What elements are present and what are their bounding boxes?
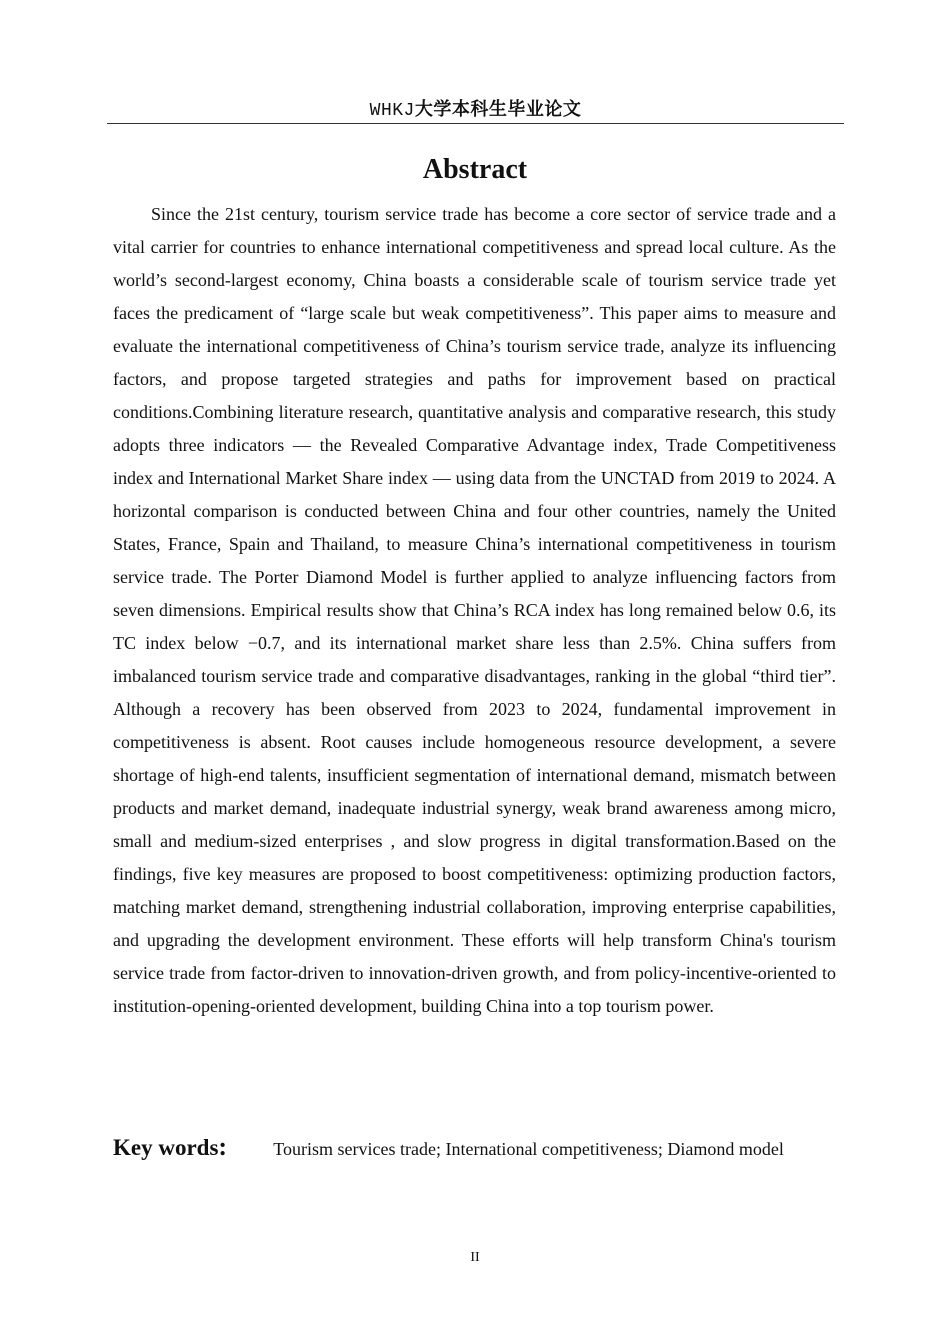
- page-number: II: [470, 1250, 480, 1265]
- abstract-paragraph: Since the 21st century, tourism service trade has become a core sector of service trade and a vital carrier for countries to enhance international competitiveness and spread local culture. As the world’s second-largest economy, China boasts a considerable scale of tourism service trade yet faces the predicament of “large scale but weak competitiveness”. This paper aims to measure and evaluate the international competitiveness of China’s tourism service trade, analyze its influencing factors, and propose targeted strategies and paths for improvement based on practical conditions.Combining literature research, quantitative analysis and comparative research, this study adopts three indicators — the Revealed Comparative Advantage index, Trade Competitiveness index and International Market Share index — using data from the UNCTAD from 2019 to 2024. A horizontal comparison is conducted between China and four other countries, namely the United States, France, Spain and Thailand, to measure China’s international competitiveness in tourism service trade. The Porter Diamond Model is further applied to analyze influencing factors from seven dimensions. Empirical results show that China’s RCA index has long remained below 0.6, its TC index below −0.7, and its international market share less than 2.5%. China suffers from imbalanced tourism service trade and comparative disadvantages, ranking in the global “third tier”. Although a recovery has been observed from 2023 to 2024, fundamental improvement in competitiveness is absent. Root causes include homogeneous resource development, a severe shortage of high-end talents, insufficient segmentation of international demand, mismatch between products and market demand, inadequate industrial synergy, weak brand awareness among micro, small and medium-sized enterprises , and slow progress in digital transformation.Based on the findings, five key measures are proposed to boost competitiveness: optimizing production factors, matching market demand, strengthening industrial collaboration, improving enterprise capabilities, and upgrading the development environment. These efforts will help transform China's tourism service trade from factor-driven to innovation-driven growth, and from policy-incentive-oriented to institution-opening-oriented development, building China into a top tourism power.: [113, 204, 836, 1016]
- running-header: [107, 96, 844, 124]
- keywords-text: Tourism services trade; International competitiveness; Diamond model: [273, 1139, 784, 1159]
- header-cjk: 大学本科生毕业论文: [414, 99, 582, 120]
- keywords-colon: :: [218, 1132, 228, 1161]
- header-latin: WHKJ: [369, 101, 415, 121]
- keywords-label: Key words: [113, 1135, 219, 1160]
- header-title: [370, 99, 582, 120]
- abstract-title: Abstract: [422, 154, 528, 185]
- keywords-section: [113, 1128, 836, 1168]
